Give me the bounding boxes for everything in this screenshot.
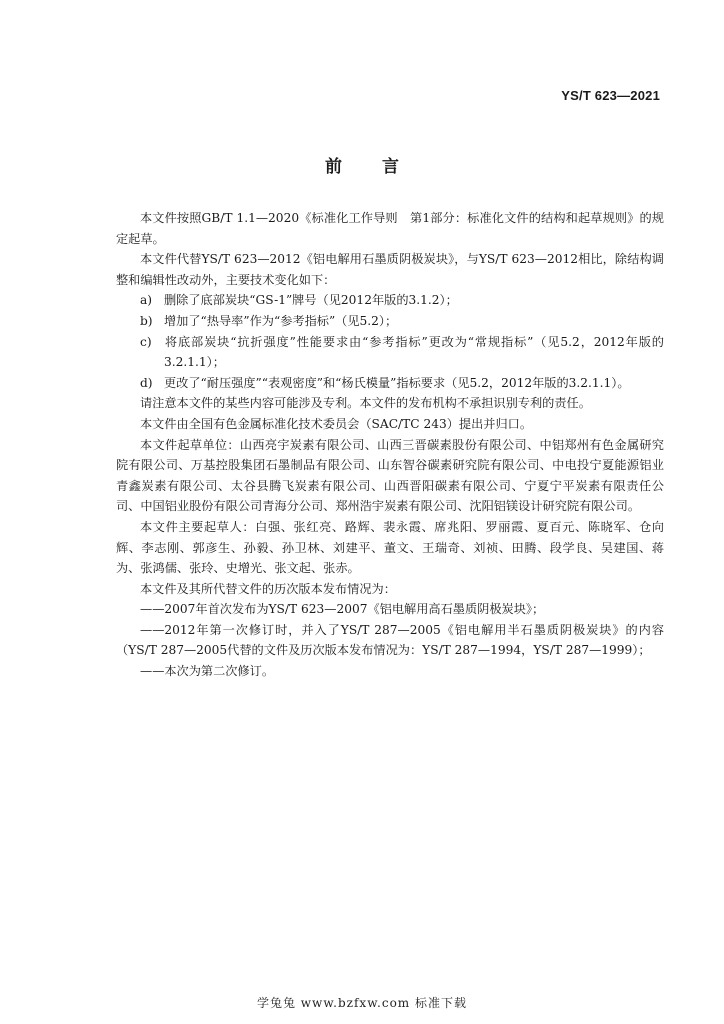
document-body [116, 208, 664, 682]
paragraph-drafters: 本文件主要起草人：白强、张红亮、路辉、裴永霞、席兆阳、罗丽霞、夏百元、陈晓军、仓向辉、李志刚、郭彦生、孙毅、孙卫林、刘建平、董文、王瑞奇、刘祯、田腾、段学良、吴建国、蒋为、张鸿儒、张玲、史增光、张文起、张赤。 [116, 519, 664, 576]
history-item-2007: ——2007年首次发布为YS/T 623—2007《铝电解用高石墨质阴极炭块》； [140, 602, 545, 617]
paragraph-proposer: 本文件由全国有色金属标准化技术委员会（SAC/TC 243）提出并归口。 [140, 416, 533, 431]
paragraph-replacement: 本文件代替YS/T 623—2012《铝电解用石墨质阴极炭块》，与YS/T 623—2012相比，除结构调整和编辑性改动外，主要技术变化如下： [116, 252, 664, 287]
paragraph-drafting-units: 本文件起草单位：山西亮宇炭素有限公司、山西三晋碳素股份有限公司、中铝郑州有色金属研究院有限公司、万基控股集团石墨制品有限公司、山东智谷碳素研究院有限公司、中电投宁夏能源铝业青鑫炭素有限公司、太谷县腾飞炭素有限公司、山西晋阳碳素有限公司、宁夏宁平炭素有限责任公司、中国铝业股份有限公司青海分公司、郑州浩宇炭素有限公司、沈阳铝镁设计研究院有限公司。 [116, 437, 664, 514]
list-marker: d) [140, 375, 153, 390]
history-item-2012: ——2012年第一次修订时，并入了YS/T 287—2005《铝电解用半石墨质阴极炭块》的内容（YS/T 287—2005代替的文件及历次版本发布情况为：YS/T 287—1994，YS/T 287—1999）； [116, 622, 664, 658]
page-title: 前言 [325, 157, 439, 177]
list-marker: c) [140, 334, 152, 349]
list-item-c [140, 332, 664, 373]
list-marker: b) [140, 313, 153, 328]
standard-code: YS/T 623—2021 [561, 88, 660, 103]
paragraph-patent-notice: 请注意本文件的某些内容可能涉及专利。本文件的发布机构不承担识别专利的责任。 [140, 396, 591, 411]
list-item-text: 增加了“热导率”作为“参考指标”（见5.2）； [164, 313, 398, 328]
list-item-text: 删除了底部炭块“GS-1”牌号（见2012年版的3.1.2）； [164, 293, 458, 308]
list-item-d [140, 373, 664, 394]
list-marker: a) [140, 293, 153, 308]
list-item-text: 更改了“耐压强度”“表观密度”和“杨氏模量”指标要求（见5.2，2012年版的3.2.1.1）。 [164, 375, 630, 390]
footer-watermark: 学兔兔 www.bzfxw.com 标准下载 [256, 996, 468, 1010]
list-item-text: 将底部炭块“抗折强度”性能要求由“参考指标”更改为“常规指标”（见5.2，2012年版的3.2.1.1）； [164, 334, 664, 370]
list-item-a [140, 290, 664, 311]
list-item-b [140, 311, 664, 332]
paragraph-history-intro: 本文件及其所代替文件的历次版本发布情况为： [140, 581, 396, 596]
history-item-current: ——本次为第二次修订。 [140, 664, 275, 679]
paragraph-drafting-rules: 本文件按照GB/T 1.1—2020《标准化工作导则 第1部分：标准化文件的结构和起草规则》的规定起草。 [116, 211, 664, 246]
